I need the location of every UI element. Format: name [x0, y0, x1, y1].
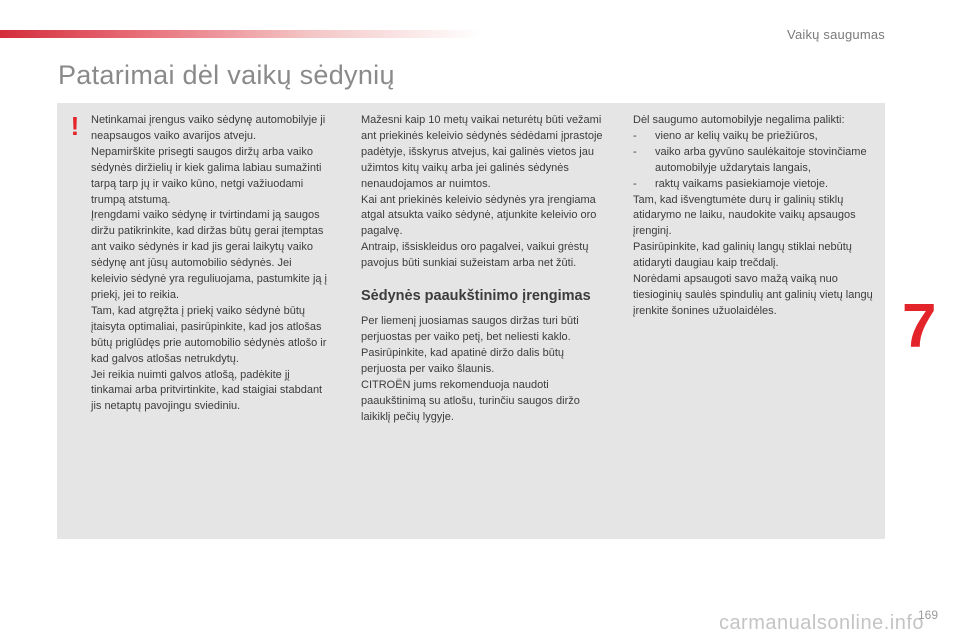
body-paragraph: Per liemenį juosiamas saugos diržas turi būti perjuostas per vaiko petį, bet neliesti kaklo.	[361, 315, 579, 343]
warning-exclamation-icon: !	[70, 111, 80, 141]
body-paragraph: Pasirūpinkite, kad galinių langų stiklai nebūtų atidaryti daugiau kaip trečdalį.	[633, 241, 852, 270]
list-intro: Dėl saugumo automobilyje negalima palikti:	[633, 114, 845, 126]
section-label: Vaikų saugumas	[787, 27, 885, 42]
chapter-number: 7	[902, 292, 937, 361]
right-column	[633, 113, 883, 320]
warning-paragraph: Jei reikia nuimti galvos atlošą, padėkite jį tinkamai arba pritvirtinkite, kad staigiai stabdant jis netaptų pavojingu sviediniu.	[91, 368, 323, 413]
warning-column	[91, 113, 331, 415]
body-paragraph: Antraip, išsiskleidus oro pagalvei, vaikui grėstų pavojus būti sunkiai sužeistam arba net žūti.	[361, 241, 589, 270]
dash-bullet-icon: -	[633, 177, 637, 190]
middle-column	[361, 113, 611, 425]
body-paragraph: Pasirūpinkite, kad apatinė diržo dalis būtų perjuosta per vaiko šlaunis.	[361, 346, 565, 375]
dash-bullet-icon: -	[633, 145, 637, 158]
body-paragraph: Kai ant priekinės keleivio sėdynės yra įrengiama atgal atsukta vaiko sėdynė, atjunkite keleivio oro pagalvę.	[361, 193, 597, 238]
warning-paragraph: Netinkamai įrengus vaiko sėdynę automobilyje ji neapsaugos vaiko avarijos atveju.	[91, 114, 326, 142]
body-paragraph: CITROËN jums rekomenduoja naudoti paaukštinimą su atlošu, turinčiu saugos diržo laikiklį pečių lygyje.	[361, 378, 580, 423]
watermark: carmanualsonline.info	[718, 612, 924, 634]
body-paragraph: Norėdami apsaugoti savo mažą vaiką nuo tiesioginių saulės spindulių ant galinių vietų langų įrenkite šonines užuolaidėles.	[633, 273, 873, 317]
header-accent-bar	[0, 30, 480, 38]
list-item-text: vaiko arba gyvūno saulėkaitoje stovinčiame automobilyje uždarytais langais,	[655, 145, 867, 174]
warning-paragraph: Nepamirškite prisegti saugos diržų arba vaiko sėdynės diržielių ir kiek galima labiau sumažinti tarpą tarp jų ir vaiko kūno, netgi važiuodami trumpą atstumą.	[91, 145, 322, 206]
list-item	[633, 145, 883, 177]
page-number: 169	[917, 608, 938, 622]
warning-paragraph: Tam, kad atgręžta į priekį vaiko sėdynė būtų įtaisyta optimaliai, pasirūpinkite, kad jos atlošas būtų priglūdęs prie automobilio sėdynės atlošo ir kad galvos atlošas netrukdytų.	[91, 304, 327, 365]
list-item	[633, 129, 883, 145]
body-paragraph: Mažesni kaip 10 metų vaikai neturėtų būti vežami ant priekinės keleivio sėdynės sėdėdami įprastoje padėtyje, išskyrus atvejus, kai galinės vietos jau užimtos kitų vaikų arba jei galinės sėdynės nenaudojamos ar nuimtos.	[361, 114, 603, 190]
list-item	[633, 177, 883, 193]
body-paragraph: Tam, kad išvengtumėte durų ir galinių stiklų atidarymo ne laiku, naudokite vaikų apsaugos įrenginį.	[633, 193, 856, 238]
page-title: Patarimai dėl vaikų sėdynių	[58, 60, 395, 90]
dash-bullet-icon: -	[633, 129, 637, 142]
list-item-text: raktų vaikams pasiekiamoje vietoje.	[655, 177, 829, 190]
list-item-text: vieno ar kelių vaikų be priežiūros,	[655, 129, 818, 142]
booster-section-heading: Sėdynės paaukštinimo įrengimas	[361, 288, 591, 305]
warning-paragraph: Įrengdami vaiko sėdynę ir tvirtindami ją saugos diržu patikrinkite, kad diržas būtų gerai įtemptas ant vaiko sėdynės ir kad jis gerai laikytų vaiko sėdynę ant jūsų automobilio sėdynės. Jei keleivio sėdynė yra reguliuojama, pastumkite ją į priekį, jei to reikia.	[91, 209, 328, 301]
